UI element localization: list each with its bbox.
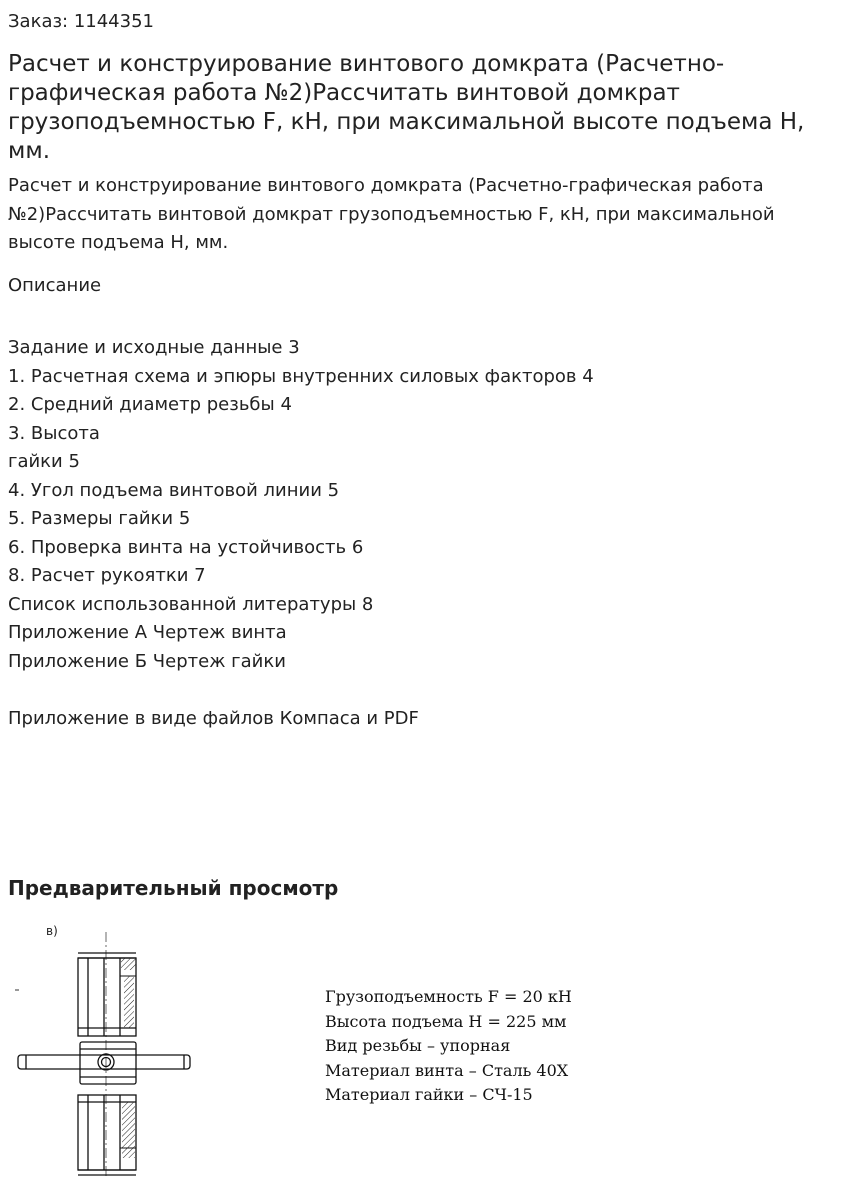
contents-item: 2. Средний диаметр резьбы 4: [8, 394, 292, 415]
contents-item: 5. Размеры гайки 5: [8, 508, 191, 529]
lower-nut-hatching: [120, 1102, 136, 1158]
contents-item: Приложение Б Чертеж гайки: [8, 650, 286, 672]
contents-item: Список использованной литературы 8: [8, 593, 374, 615]
spec-item: Грузоподъемность F = 20 кН: [325, 987, 572, 1006]
handle: [18, 1042, 190, 1084]
spec-item: Вид резьбы – упорная: [325, 1036, 511, 1055]
spec-item: Материал винта – Сталь 40Х: [325, 1060, 569, 1080]
jack-drawing: [12, 918, 202, 1180]
order-number: Заказ: 1144351: [8, 11, 154, 32]
contents-item: Задание и исходные данные 3: [8, 337, 300, 358]
contents-item: Приложение А Чертеж винта: [8, 622, 287, 643]
contents-item: 8. Расчет рукоятки 7: [8, 565, 206, 586]
spec-item: Высота подъема H = 225 мм: [325, 1011, 567, 1031]
description-heading: Описание: [8, 275, 102, 296]
figure-label: в): [46, 924, 58, 938]
spec-item: Материал гайки – СЧ-15: [325, 1085, 533, 1104]
contents-item: гайки 5: [8, 451, 80, 472]
lead-paragraph: Расчет и конструирование винтового домкрата (Расчетно-графическая работа №2)Рассчитать винтовой домкрат грузоподъемностью F, кН, при максимальной высоте подъема H, мм.: [8, 175, 775, 253]
table-of-contents: [8, 334, 828, 676]
upper-nut-hatching: [120, 958, 136, 1028]
specifications-list: [325, 985, 572, 1108]
contents-item: 6. Проверка винта на устойчивость 6: [8, 536, 364, 558]
preview-heading: Предварительный просмотр: [8, 876, 339, 900]
contents-item: 4. Угол подъема винтовой линии 5: [8, 479, 340, 501]
contents-item: 1. Расчетная схема и эпюры внутренних силовых факторов 4: [8, 365, 594, 387]
contents-item: 3. Высота: [8, 422, 100, 444]
attachment-note: Приложение в виде файлов Компаса и PDF: [8, 708, 419, 729]
page-title: Расчет и конструирование винтового домкрата (Расчетно-графическая работа №2)Рассчитать винтовой домкрат грузоподъемностью F, кН, при максимальной высоте подъема H, мм.: [8, 51, 805, 164]
